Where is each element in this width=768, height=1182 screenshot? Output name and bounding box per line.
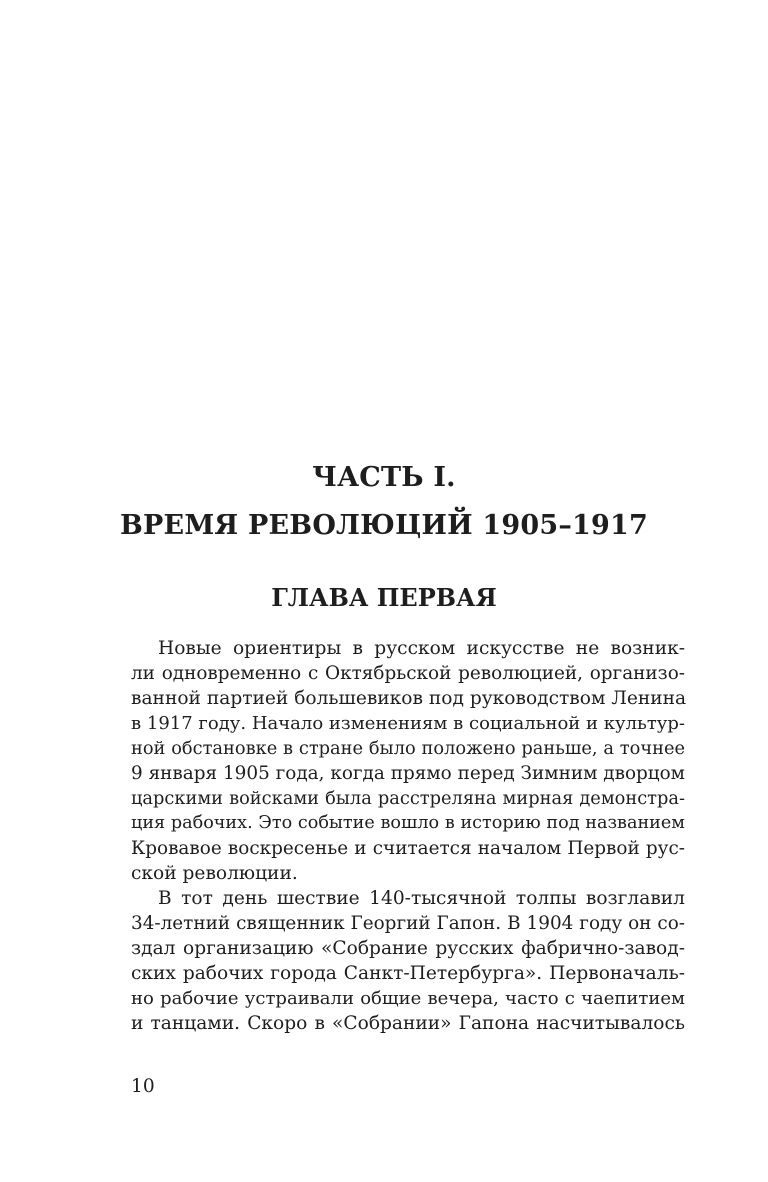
text-line: здал организацию «Собрание русских фабрично-завод- (131, 938, 685, 959)
text-line: ной обстановке в стране было положено раньше, а точнее (131, 738, 685, 759)
text-line: ских рабочих города Санкт-Петербурга». Первоначаль- (131, 963, 685, 984)
chapter-title: ГЛАВА ПЕРВАЯ (271, 583, 497, 612)
text-line: Новые ориентиры в русском искусстве не возник- (158, 638, 685, 659)
text-line: ванной партией большевиков под руководством Ленина (131, 688, 687, 709)
text-line: Кровавое воскресенье и считается началом Первой рус- (131, 838, 685, 859)
text-line: 34-летний священник Георгий Гапон. В 1904 году он со- (131, 913, 685, 934)
text-line: ция рабочих. Это событие вошло в историю под названием (131, 813, 685, 833)
text-line: но рабочие устраивали общие вечера, часто с чаепитием (131, 988, 685, 1009)
text-line: ской революции. (131, 863, 298, 884)
text-line: в 1917 году. Начало изменениям в социальной и культур- (131, 713, 685, 734)
part-title: ЧАСТЬ I. (312, 462, 456, 493)
text-line: В тот день шествие 140-тысячной толпы возглавил (158, 888, 685, 909)
part-subtitle: ВРЕМЯ РЕВОЛЮЦИЙ 1905–1917 (120, 510, 648, 541)
text-line: 9 января 1905 года, когда прямо перед Зимним дворцом (131, 763, 685, 784)
page-number: 10 (131, 1076, 155, 1097)
text-line: царскими войсками была расстреляна мирная демонстра- (131, 788, 685, 809)
text-line: ли одновременно с Октябрьской революцией, организо- (131, 663, 685, 684)
text-line: и танцами. Скоро в «Собрании» Гапона насчитывалось (131, 1013, 685, 1034)
